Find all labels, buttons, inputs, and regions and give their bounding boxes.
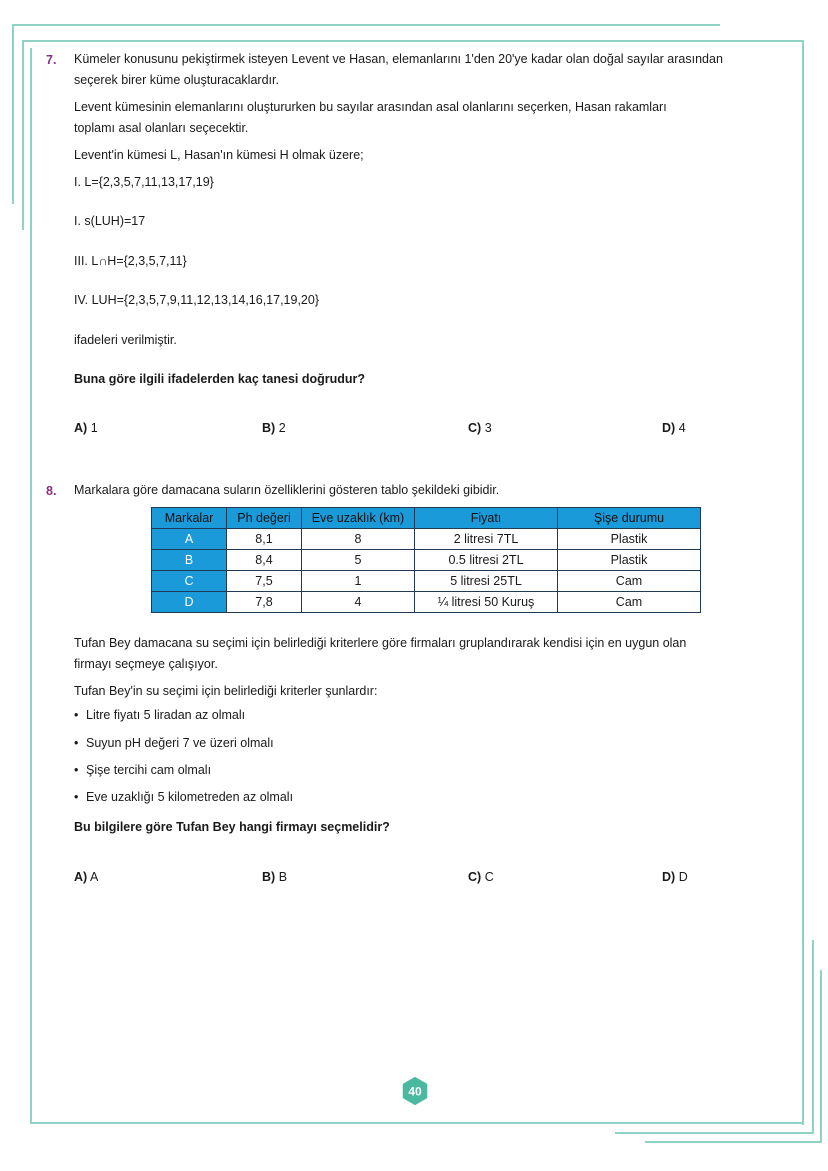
frame-bottom-outer [615, 1132, 814, 1134]
question-text-line: Tufan Bey'in su seçimi için belirlediği kriterler şunlardır: [74, 684, 378, 698]
statement-4: IV. LUH={2,3,5,7,9,11,12,13,14,16,17,19,20} [74, 293, 320, 307]
option-b[interactable] [262, 421, 286, 435]
option-letter: D) [662, 421, 676, 435]
statement-2: I. s(LUH)=17 [74, 214, 146, 228]
frame-left-inner [22, 40, 24, 230]
option-text: 1 [90, 421, 98, 435]
option-text: C [484, 870, 494, 884]
bullet-icon: • [74, 736, 79, 750]
criteria-text: Eve uzaklığı 5 kilometreden az olmalı [86, 790, 294, 804]
table-cell: C [152, 571, 227, 592]
table-cell: 4 [302, 592, 415, 613]
option-text: 4 [678, 421, 686, 435]
frame-left-main [30, 48, 32, 1122]
frame-right-outer [812, 940, 814, 1132]
table-row [152, 592, 701, 613]
option-letter: C) [468, 421, 482, 435]
bullet-icon: • [74, 708, 79, 722]
frame-left-outer [12, 24, 14, 204]
page-number-badge [399, 1075, 431, 1107]
table-cell: 1 [302, 571, 415, 592]
frame-right-outer2 [820, 970, 822, 1142]
table-cell: A [152, 529, 227, 550]
option-letter: A) [74, 421, 88, 435]
table-cell: 7,5 [227, 571, 302, 592]
option-d[interactable] [662, 870, 688, 884]
table-header-row [152, 508, 701, 529]
table-cell: 7,8 [227, 592, 302, 613]
table-cell: 8 [302, 529, 415, 550]
frame-top-inner [22, 40, 804, 42]
option-letter: B) [262, 421, 276, 435]
statement-3: III. L∩H={2,3,5,7,11} [74, 254, 187, 268]
option-c[interactable] [468, 421, 492, 435]
table-header-cell: Eve uzaklık (km) [302, 508, 415, 529]
table-cell: 8,4 [227, 550, 302, 571]
table-header-cell: Şişe durumu [558, 508, 701, 529]
frame-bottom-outer2 [645, 1141, 822, 1143]
statement-1: I. L={2,3,5,7,11,13,17,19} [74, 175, 214, 189]
bullet-icon: • [74, 763, 79, 777]
table-row [152, 571, 701, 592]
table-header-cell: Markalar [152, 508, 227, 529]
criteria-text: Şişe tercihi cam olmalı [86, 763, 212, 777]
question-text-line: Kümeler konusunu pekiştirmek isteyen Levent ve Hasan, elemanlarını 1'den 20'ye kadar olan doğal sayılar arasından [74, 52, 723, 66]
option-a[interactable] [74, 421, 98, 435]
question-text-line: toplamı asal olanları seçecektir. [74, 121, 249, 135]
table-cell: 0.5 litresi 2TL [415, 550, 558, 571]
question-text-line: Tufan Bey damacana su seçimi için belirlediği kriterlere göre firmaları gruplandırarak kendisi için en uygun olan [74, 636, 687, 650]
option-text: A [90, 870, 99, 884]
question-intro: Markalara göre damacana suların özelliklerini gösteren tablo şekildeki gibidir. [74, 483, 500, 497]
question-text-line: Levent'in kümesi L, Hasan'ın kümesi H olmak üzere; [74, 148, 364, 162]
criteria-text: Litre fiyatı 5 liradan az olmalı [86, 708, 246, 722]
table-row [152, 529, 701, 550]
given-text: ifadeleri verilmiştir. [74, 333, 177, 347]
table-row [152, 550, 701, 571]
criteria-item [74, 708, 245, 722]
page-number: 40 [408, 1084, 422, 1099]
option-letter: C) [468, 870, 482, 884]
question-prompt: Buna göre ilgili ifadelerden kaç tanesi doğrudur? [74, 372, 366, 386]
question-prompt: Bu bilgilere göre Tufan Bey hangi firmayı seçmelidir? [74, 820, 390, 834]
criteria-item [74, 790, 293, 804]
criteria-item [74, 763, 211, 777]
table-cell: 8,1 [227, 529, 302, 550]
table-cell: 5 litresi 25TL [415, 571, 558, 592]
table-cell: ¼ litresi 50 Kuruş [415, 592, 558, 613]
option-text: D [678, 870, 688, 884]
option-letter: B) [262, 870, 276, 884]
question-text-line: seçerek birer küme oluşturacaklardır. [74, 73, 279, 87]
question-number: 7. [46, 53, 57, 67]
table-cell: 2 litresi 7TL [415, 529, 558, 550]
bullet-icon: • [74, 790, 79, 804]
question-text-line: firmayı seçmeye çalışıyor. [74, 657, 218, 671]
frame-bottom-main [30, 1122, 804, 1124]
table-cell: Plastik [558, 529, 701, 550]
table-cell: D [152, 592, 227, 613]
option-a[interactable] [74, 870, 98, 884]
table-cell: B [152, 550, 227, 571]
option-d[interactable] [662, 421, 686, 435]
option-text: B [278, 870, 288, 884]
frame-top-outer [12, 24, 720, 26]
table-cell: Cam [558, 571, 701, 592]
frame-right-main [802, 40, 804, 1125]
water-brands-table [151, 507, 701, 613]
option-b[interactable] [262, 870, 287, 884]
table-cell: 5 [302, 550, 415, 571]
option-text: 2 [278, 421, 286, 435]
option-letter: D) [662, 870, 676, 884]
table-cell: Plastik [558, 550, 701, 571]
criteria-item [74, 736, 274, 750]
option-letter: A) [74, 870, 88, 884]
option-text: 3 [484, 421, 492, 435]
criteria-text: Suyun pH değeri 7 ve üzeri olmalı [86, 736, 274, 750]
table-cell: Cam [558, 592, 701, 613]
question-text-line: Levent kümesinin elemanlarını oluştururken bu sayılar arasından asal olanlarını seçerken, Hasan rakamları [74, 100, 667, 114]
table-header-cell: Ph değeri [227, 508, 302, 529]
table-header-cell: Fiyatı [415, 508, 558, 529]
option-c[interactable] [468, 870, 494, 884]
question-number: 8. [46, 484, 57, 498]
